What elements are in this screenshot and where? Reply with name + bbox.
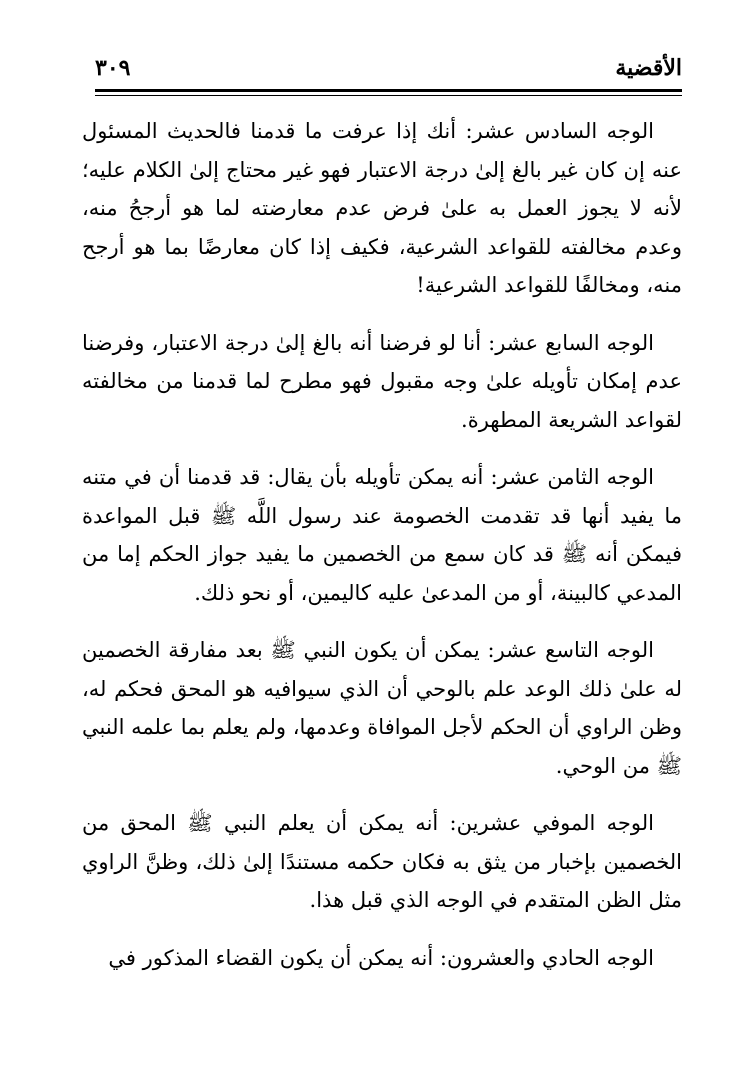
paragraph-20: الوجه الموفي عشرين: أنه يمكن أن يعلم النبي ﷺ المحق من الخصمين بإخبار من يثق به فكان حكمه مستندًا إلىٰ ذلك، وظنَّ الراوي مثل الظن المتقدم في الوجه الذي قبل هذا.	[82, 811, 682, 912]
paragraph-19: الوجه التاسع عشر: يمكن أن يكون النبي ﷺ بعد مفارقة الخصمين له علىٰ ذلك الوعد علم بالوحي أن الذي سيوافيه هو المحق فحكم له، وظن الراوي أن الحكم لأجل الموافاة وعدمها، ولم يعلم بما علمه النبي ﷺ من الوحي.	[82, 638, 682, 778]
paragraph-18: الوجه الثامن عشر: أنه يمكن تأويله بأن يقال: قد قدمنا أن في متنه ما يفيد أنها قد تقدمت الخصومة عند رسول اللَّه ﷺ قبل المواعدة فيمكن أنه ﷺ قد كان سمع من الخصمين ما يفيد جواز الحكم إما من المدعي كالبينة، أو من المدعىٰ عليه كاليمين، أو نحو ذلك.	[82, 465, 682, 605]
chapter-title: الأقضية	[615, 55, 682, 81]
header-rule-thin	[95, 95, 682, 96]
body-text	[82, 112, 682, 977]
paragraph-17: الوجه السابع عشر: أنا لو فرضنا أنه بالغ إلىٰ درجة الاعتبار، وفرضنا عدم إمكان تأويله علىٰ وجه مقبول فهو مطرح لما قدمنا من مخالفته لقواعد الشريعة المطهرة.	[82, 330, 682, 432]
paragraph-16: الوجه السادس عشر: أنك إذا عرفت ما قدمنا فالحديث المسئول عنه إن كان غير بالغ إلىٰ درجة الاعتبار فهو غير محتاج إلىٰ الكلام عليه؛ لأنه لا يجوز العمل به علىٰ فرض عدم معارضته لما هو أرجحُ منه، وعدم مخالفته للقواعد الشرعية، فكيف إذا كان معارضًا بما هو أرجح منه، ومخالفًا للقواعد الشرعية!	[82, 119, 682, 297]
paragraph-21: الوجه الحادي والعشرون: أنه يمكن أن يكون القضاء المذكور في	[108, 945, 654, 970]
page-number: ٣٠٩	[95, 55, 131, 81]
header-rule-thick	[95, 89, 682, 92]
running-header	[95, 52, 682, 86]
